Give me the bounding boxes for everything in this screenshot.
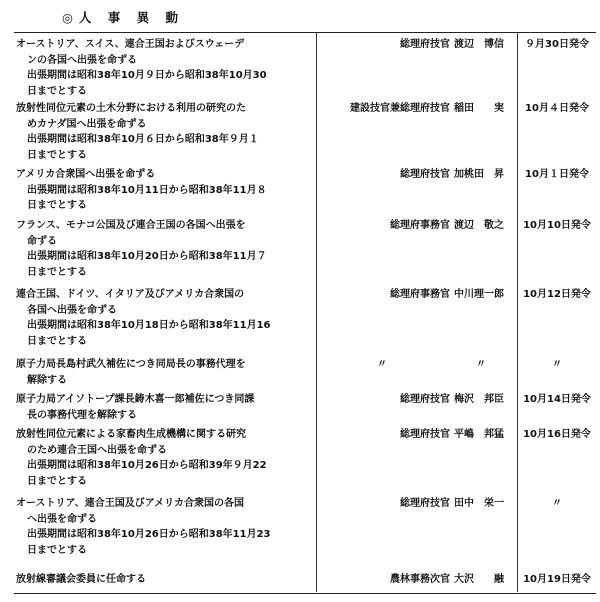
description-line: 放射性同位元素の土木分野における利用の研究のた bbox=[16, 103, 246, 114]
person-name: 平嶋 邦猛 bbox=[454, 429, 504, 440]
issue-date: 10月19日発令 bbox=[523, 574, 591, 585]
description-line: オーストリア、連合王国及びアメリカ合衆国の各国 bbox=[16, 498, 244, 509]
person-name: 田中 栄一 bbox=[454, 498, 504, 509]
official-title: 総理府事務官 bbox=[390, 220, 450, 231]
description-line: 命ずる bbox=[27, 235, 57, 247]
description-line: フランス、モナコ公国及び連合王国の各国へ出張を bbox=[16, 220, 246, 231]
entry-description bbox=[16, 572, 316, 588]
description-line: 各国へ出張を命ずる bbox=[27, 304, 117, 316]
issue-date: 10月12日発令 bbox=[523, 289, 591, 300]
description-line: アメリカ合衆国へ出張を命ずる bbox=[16, 169, 156, 180]
person-name: 大沢 融 bbox=[454, 574, 504, 585]
note-line: 出張期間は昭和38年10月11日から昭和38年11月８ bbox=[27, 184, 267, 196]
official-title: 農林事務次官 bbox=[390, 574, 450, 585]
official-title: 総理府技官 bbox=[400, 39, 450, 50]
entry-description bbox=[16, 218, 316, 280]
issue-date: 10月１日発令 bbox=[525, 169, 589, 180]
person-name: 〃 bbox=[476, 359, 486, 370]
column-divider-title bbox=[316, 32, 317, 592]
person-name: 渡辺 敬之 bbox=[454, 220, 504, 231]
entry-description bbox=[16, 427, 316, 489]
person-name: 渡辺 博信 bbox=[454, 39, 504, 50]
note-line: 日までとする bbox=[27, 266, 87, 278]
description-line: 連合王国、ドイツ、イタリア及びアメリカ合衆国の bbox=[16, 289, 245, 300]
description-line: へ出張を命ずる bbox=[27, 513, 97, 525]
description-line: オーストリア、スイス、連合王国およびスウェーデ bbox=[16, 39, 245, 50]
note-line: 日までとする bbox=[27, 85, 87, 97]
person-name: 中川理一郎 bbox=[454, 289, 504, 300]
official-title: 総理府技官 bbox=[400, 169, 450, 180]
description-line: ンの各国へ出張を命ずる bbox=[27, 54, 137, 66]
entry-description bbox=[16, 37, 316, 99]
note-line: 出張期間は昭和38年10月26日から昭和38年11月23 bbox=[27, 529, 271, 540]
issue-date: 〃 bbox=[552, 359, 562, 370]
entry-description bbox=[16, 496, 316, 558]
description-line: のため連合王国へ出張を命ずる bbox=[27, 444, 167, 456]
official-title: 建設技官兼総理府技官 bbox=[350, 103, 450, 114]
entry-description bbox=[16, 287, 316, 349]
note-line: 日までとする bbox=[27, 335, 87, 347]
note-line: 出張期間は昭和38年10月６日から昭和38年９月１ bbox=[27, 134, 259, 145]
note-line: 出張期間は昭和38年10月18日から昭和38年11月16 bbox=[27, 320, 271, 331]
note-line: 出張期間は昭和38年10月９日から昭和38年10月30 bbox=[27, 70, 267, 81]
entry-description bbox=[16, 167, 316, 214]
note-line: 日までとする bbox=[27, 149, 87, 161]
description-line: 放射性同位元素による家畜肉生成機構に関する研究 bbox=[16, 429, 246, 440]
issue-date: 10月10日発令 bbox=[523, 220, 591, 231]
person-name: 加桃田 昇 bbox=[454, 169, 504, 180]
official-title: 総理府技官 bbox=[400, 394, 450, 405]
official-title: 総理府技官 bbox=[400, 498, 450, 509]
issue-date: 10月14日発令 bbox=[523, 394, 591, 405]
note-line: 日までとする bbox=[27, 200, 87, 211]
issue-date: 10月16日発令 bbox=[523, 429, 591, 440]
issue-date: 10月４日発令 bbox=[525, 103, 589, 114]
page-heading: ◎人 事 異 動 bbox=[62, 10, 184, 25]
entry-description bbox=[16, 357, 316, 388]
note-line: 日までとする bbox=[27, 475, 87, 487]
entry-description bbox=[16, 392, 316, 423]
note-line: 出張期間は昭和38年10月20日から昭和38年11月７ bbox=[27, 251, 267, 262]
description-line: 解除する bbox=[27, 374, 67, 386]
note-line: 日までとする bbox=[27, 544, 87, 556]
person-name: 梅沢 邦臣 bbox=[454, 394, 504, 405]
person-name: 稲田 実 bbox=[454, 103, 504, 114]
note-line: 出張期間は昭和38年10月26日から昭和39年９月22 bbox=[27, 460, 267, 471]
description-line: 原子力局アイソトープ課長鋳木喜一郎補佐につき同課 bbox=[16, 394, 255, 405]
official-title: 総理府事務官 bbox=[390, 289, 450, 300]
description-line: 長の事務代理を解除する bbox=[27, 409, 137, 421]
description-line: めカナダ国へ出張を命ずる bbox=[27, 118, 147, 130]
entry-description bbox=[16, 101, 316, 163]
official-title: 総理府技官 bbox=[400, 429, 450, 440]
issue-date: ９月30日発令 bbox=[525, 39, 589, 50]
description-line: 放射線審議会委員に任命する bbox=[16, 574, 146, 585]
description-line: 原子力局長島村武久補佐につき同局長の事務代理を bbox=[16, 359, 246, 370]
issue-date: 〃 bbox=[552, 498, 562, 509]
official-title: 〃 bbox=[377, 359, 387, 370]
